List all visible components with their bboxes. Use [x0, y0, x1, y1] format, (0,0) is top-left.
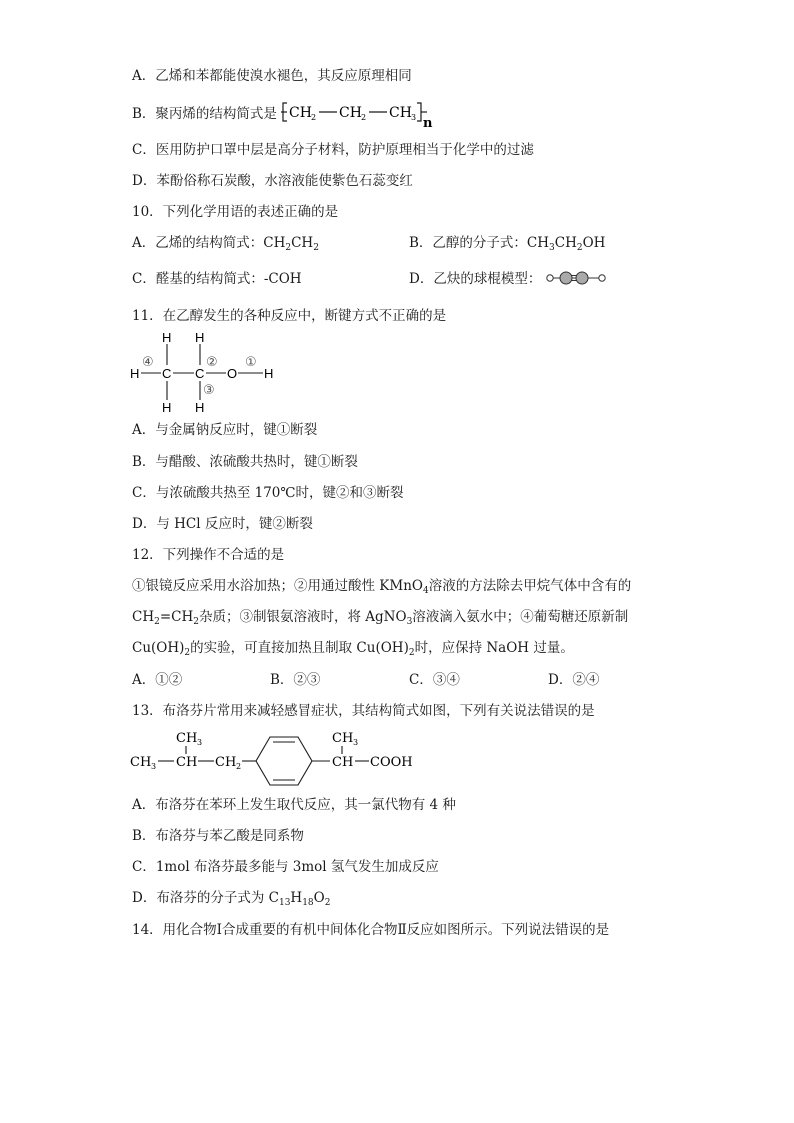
ch3-sub: 3 [411, 113, 417, 122]
q12-option-c[interactable]: C．③④ [409, 672, 460, 688]
q10-option-d[interactable] [409, 269, 608, 289]
q10-option-d-text: D．乙炔的球棍模型： [409, 271, 542, 287]
q13-option-d-text: D．布洛芬的分子式为 [132, 890, 269, 906]
q10-row1 [132, 233, 606, 253]
q13-option-b[interactable]: B．布洛芬与苯乙酸是同系物 [132, 828, 304, 844]
q9-option-a[interactable]: A．乙烯和苯都能使溴水褪色，其反应原理相同 [132, 68, 412, 84]
q12-stem: 12．下列操作不合适的是 [132, 547, 285, 563]
q12-sub: 3 [406, 617, 413, 627]
q12-body-line2 [132, 607, 628, 627]
repeat-n: n [423, 116, 433, 128]
ethanol-structure [130, 330, 280, 414]
q12-text: CH [132, 609, 155, 625]
atom-h-o: H [264, 366, 274, 381]
f-oh: OH [582, 235, 606, 251]
f-sub: 2 [313, 243, 319, 253]
ch2-b-sub: 2 [361, 113, 367, 122]
ch3: CH [389, 105, 413, 121]
bond-label-2: ② [206, 354, 218, 369]
ch2-a-sub: 2 [311, 113, 317, 122]
q12-text: 溶液滴入氨水中；④葡萄糖还原新制 [412, 609, 629, 625]
q9-option-d[interactable]: D．苯酚俗称石炭酸，水溶液能使紫色石蕊变红 [132, 173, 413, 189]
q12-text: =CH [159, 609, 194, 625]
atom-h-c1-top: H [162, 330, 172, 345]
q12-body-line3 [132, 638, 574, 658]
atom-h-left: H [130, 366, 140, 381]
q10-option-a-text: A．乙烯的结构简式： [132, 235, 264, 251]
q12-text: ①银镜反应采用水浴加热；②用通过酸性 KMnO [132, 578, 423, 594]
atom-o: O [227, 366, 238, 381]
f-sub: 2 [576, 243, 583, 253]
q10-row2 [132, 269, 542, 289]
q12-option-a[interactable]: A．①② [132, 672, 183, 688]
q12-text: 的实验，可直接加热且制取 Cu(OH) [190, 640, 409, 656]
f: H [290, 890, 303, 906]
q10-option-b[interactable] [409, 233, 605, 253]
q10-option-b-text: B．乙醇的分子式： [409, 235, 527, 251]
q12-text: Cu(OH) [132, 640, 185, 656]
q10-option-c[interactable]: C．醛基的结构简式：-COH [132, 271, 302, 287]
q14-stem: 14．用化合物Ⅰ合成重要的有机中间体化合物Ⅱ反应如图所示。下列说法错误的是 [132, 922, 610, 938]
q12-option-b[interactable]: B．②③ [270, 672, 321, 688]
atom-c1: C [162, 366, 172, 381]
acetylene-ball-stick-model [546, 270, 608, 286]
f: O [313, 890, 325, 906]
q12-option-d[interactable]: D．②④ [548, 672, 600, 688]
q12-text: 时，应保持 NaOH 过量。 [414, 640, 574, 656]
q13-option-d[interactable] [132, 888, 330, 908]
sub: 2 [236, 762, 242, 771]
q11-option-d[interactable]: D．与 HCl 反应时，键②断裂 [132, 516, 313, 532]
q12-body-line1 [132, 576, 631, 596]
q13-option-c[interactable]: C．1mol 布洛芬最多能与 3mol 氢气发生加成反应 [132, 859, 439, 875]
sub: 3 [353, 738, 359, 747]
sub: 3 [151, 762, 157, 771]
polypropylene-formula [281, 100, 441, 128]
q9-option-b-text: B．聚丙烯的结构简式是 [132, 106, 277, 122]
q12-sub: 4 [422, 586, 429, 596]
sub: 3 [197, 738, 203, 747]
q12-sub: 2 [154, 617, 160, 627]
f-ch: CH [291, 235, 314, 251]
bond-label-3: ③ [203, 382, 215, 397]
ch2: CH [215, 755, 237, 770]
q11-stem: 11．在乙醇发生的各种反应中，断键方式不正确的是 [132, 308, 447, 324]
f-sub: 18 [302, 898, 314, 908]
f-ch: CH [263, 235, 286, 251]
cooh: COOH [370, 755, 413, 770]
ch2-a: CH [289, 105, 313, 121]
ch3-left: CH [130, 755, 152, 770]
ch2-b: CH [339, 105, 363, 121]
q10-stem: 10．下列化学用语的表述正确的是 [132, 204, 339, 220]
f: C [268, 890, 279, 906]
ibuprofen-structure [130, 726, 430, 790]
q9-option-b[interactable] [132, 100, 441, 128]
q12-text: 溶液的方法除去甲烷气体中含有的 [428, 578, 632, 594]
atom-c2: C [195, 366, 205, 381]
q12-sub: 2 [193, 617, 199, 627]
q11-option-a[interactable]: A．与金属钠反应时，键①断裂 [132, 422, 318, 438]
ch-branch: CH [176, 755, 198, 770]
f-sub: 2 [285, 243, 292, 253]
q12-sub: 2 [408, 648, 415, 658]
q11-option-c[interactable]: C．与浓硫酸共热至 170℃时，键②和③断裂 [132, 485, 404, 501]
f-ch: CH [526, 235, 550, 251]
atom-h-c1-bottom: H [162, 400, 172, 414]
ch-alpha: CH [332, 755, 354, 770]
f-sub: 2 [324, 898, 331, 908]
q10-option-a[interactable] [132, 235, 319, 251]
atom-h-c2-bottom: H [195, 400, 205, 414]
ch3-top-left: CH [176, 731, 198, 746]
q12-text: 杂质；③制银氨溶液时，将 AgNO [199, 609, 407, 625]
bond-label-1: ① [245, 354, 257, 369]
f-sub: 13 [278, 898, 291, 908]
f-sub: 3 [549, 243, 555, 253]
ch3-top-right: CH [332, 731, 354, 746]
atom-h-c2-top: H [195, 330, 205, 345]
q13-stem: 13．布洛芬片常用来减轻感冒症状，其结构简式如图，下列有关说法错误的是 [132, 703, 595, 719]
q12-sub: 2 [184, 648, 191, 658]
f-ch: CH [554, 235, 577, 251]
q9-option-c[interactable]: C．医用防护口罩中层是高分子材料，防护原理相当于化学中的过滤 [132, 142, 534, 158]
q11-option-b[interactable]: B．与醋酸、浓硫酸共热时，键①断裂 [132, 454, 358, 470]
q13-option-a[interactable]: A．布洛芬在苯环上发生取代反应，其一氯代物有 4 种 [132, 797, 456, 813]
bond-label-4: ④ [142, 354, 154, 369]
